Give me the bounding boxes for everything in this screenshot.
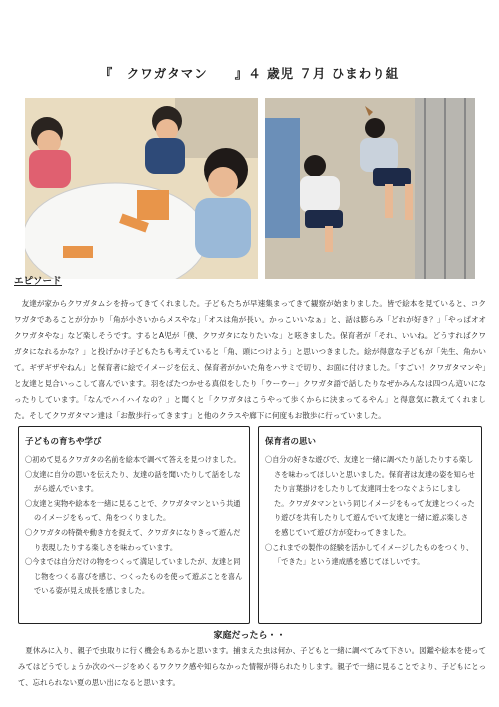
teacher-heading: 保育者の思い — [265, 437, 317, 447]
teacher-box — [258, 426, 482, 624]
photo-children-crawling — [265, 98, 475, 279]
episode-heading-underline — [14, 285, 62, 286]
episode-text: 友達が家からクワガタムシを持ってきてくれました。子どもたちが早速集まってきて観察が始まりました。皆で絵本を見ていると、コクワガタであることが分かり「角が小さいからメスやな」「オスは角が長い。かっこいいなぁ」と、話は膨らみ「どれが好き？」「やっぱオオクワガタやな」など楽しそうです。するとA児が「僕、クワガタになりたいな」と呟きました。保育者が「それ、いいね。どうすればクワガタになれるかな？」と投げかけ子どもたちも考えていると「角、頭につけよう」と思いつきました。絵が得意な子どもが「先生、角かいて。ギザギザやねん」と保育者に絵でイメージを伝え、保育者がかいた角をハサミで切り、お面に付けました。「すごい！クワガタマンや」と友達と見合いっこして喜んでいます。羽をばたつかせる真似をしたり「ウーウー」クワガタ語で話したりなぜかみんなは四つん這いになったりしています。「なんでハイハイなの？」と聞くと「クワガタはこうやって歩くからに決まってるやん」と得意気に教えてくれました。そしてクワガタマン達は「お散歩行ってきます」と他のクラスや廊下に何度もお散歩に行っていました。 — [14, 299, 486, 420]
growth-item: 〇今までは自分だけの物をつくって満足していましたが、友達と同じ物をつくる喜びを感じ、つくったものを使って遊ぶことを喜んでいる姿が見え成長を感じました。 — [25, 557, 243, 596]
growth-heading: 子どもの育ちや学び — [25, 437, 102, 447]
growth-item: 〇クワガタの特徴や動き方を捉えて、クワガタになりきって遊んだり表現したりする楽しさを味わっています。 — [25, 527, 241, 552]
photo-children-making-horns — [25, 98, 258, 279]
growth-item: 〇初めて見るクワガタの名前を絵本で調べて答えを見つけました。 — [25, 455, 241, 464]
growth-box — [18, 426, 250, 624]
document-title: 『 クワガタマン 』４ 歳児 ７月 ひまわり組 — [99, 66, 400, 81]
family-text: 夏休みに入り、親子で虫取りに行く機会もあるかと思います。捕まえた虫は何か、子どもと一緒に調べてみて下さい。図鑑や絵本を使ってみてはどうでしょうか次のページをめくるワクワク感や知らなかった情報が得られたりします。親子で一緒に見ることでより、子どもにとって、忘れられない夏の思い出になると思います。 — [18, 646, 486, 687]
episode-heading: エピソード — [14, 276, 62, 287]
teacher-list — [259, 453, 481, 570]
growth-item: 〇友達と実物や絵本を一緒に見ることで、クワガタマンという共通のイメージをもって、角をつくりました。 — [25, 498, 241, 523]
growth-item: 〇友達に自分の思いを伝えたり、友達の話を聞いたりして話をしながら遊んでいます。 — [25, 469, 241, 494]
teacher-item: 〇これまでの製作の経験を活かしてイメージしたものをつくり、「できた」という達成感を感じてほしいです。 — [265, 542, 474, 567]
family-heading: 家庭だったら・・ — [213, 631, 286, 641]
teacher-item: 〇自分の好きな遊びで、友達と一緒に調べたり話したりする楽しさを味わってほしいと思いました。保育者は友達の姿を知らせたり言葉掛けをしたりして友達同士をつなぐようにしました。クワガタマンという同じイメージをもって友達とつくったり遊びを共有したりして遊んでいて友達と一緒に遊ぶ楽しさを感じていて遊び方が変わってきました。 — [265, 455, 475, 537]
photo-illustration-2 — [265, 98, 475, 279]
growth-list — [19, 453, 249, 599]
photo-illustration — [25, 98, 258, 279]
